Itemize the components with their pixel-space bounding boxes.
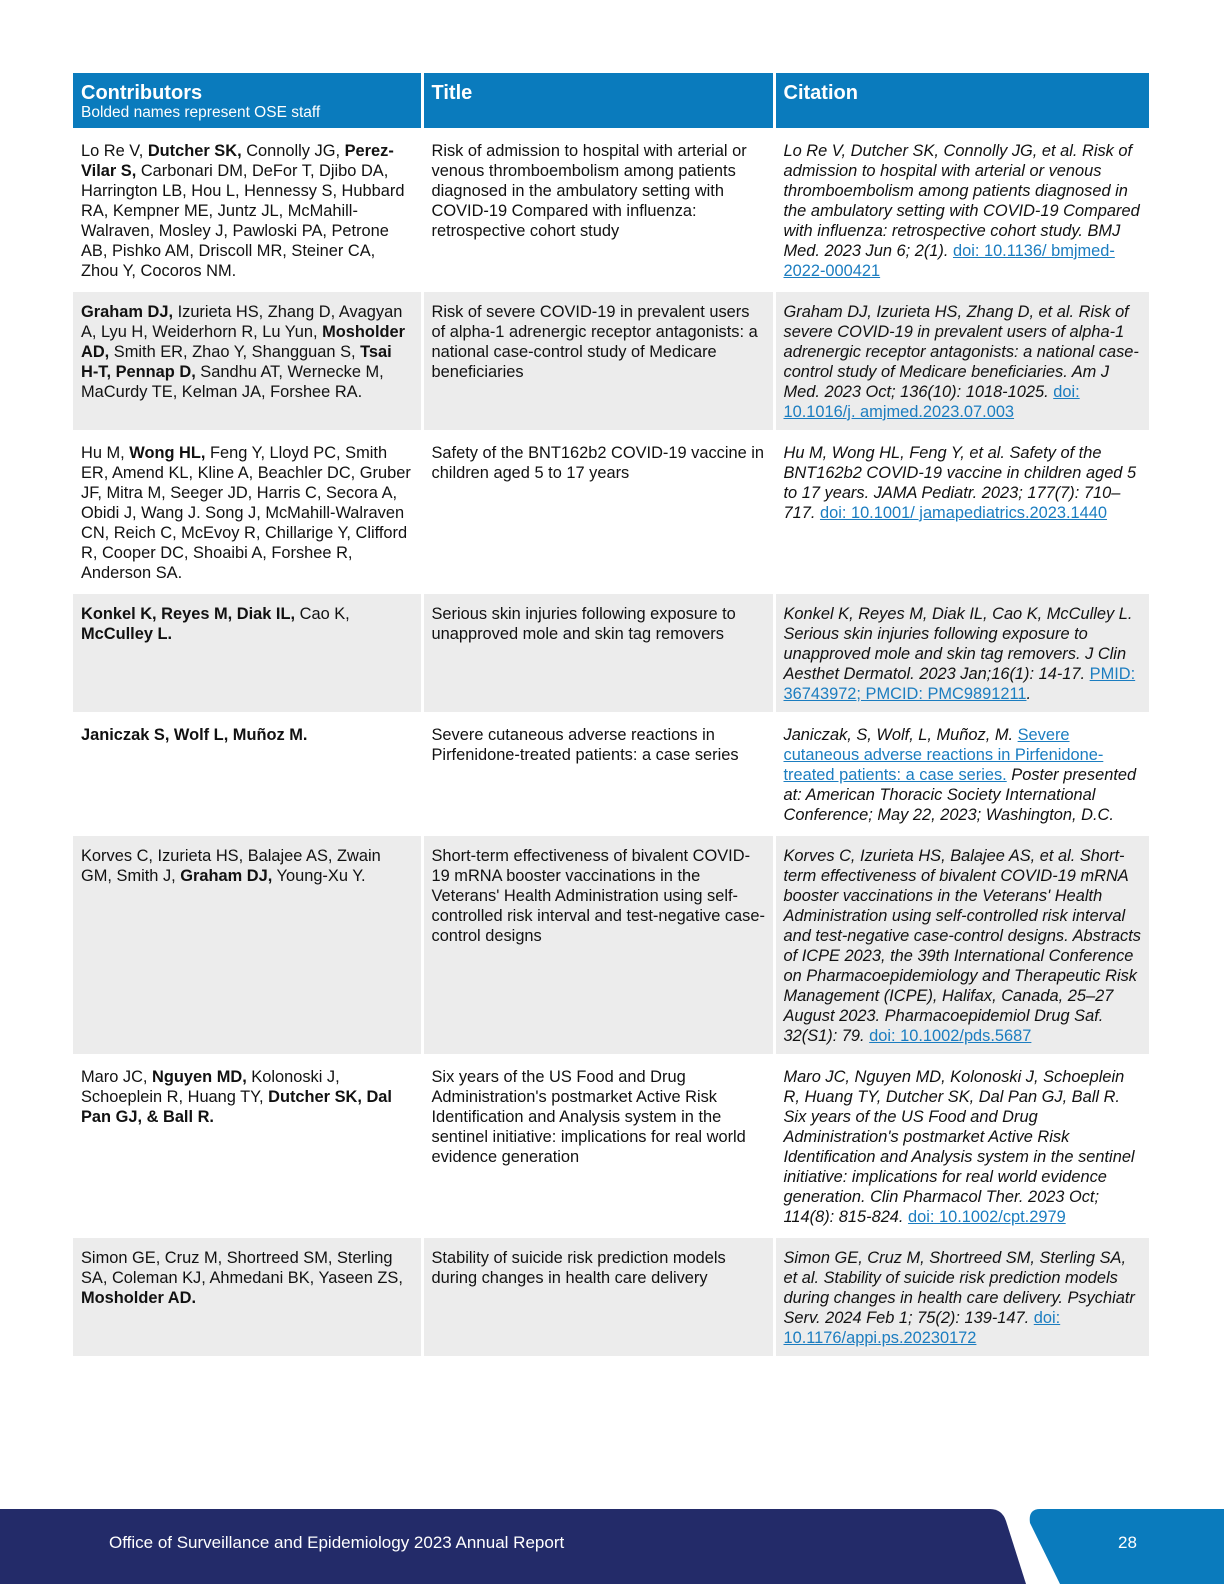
title-cell: Safety of the BNT162b2 COVID-19 vaccine in children aged 5 to 17 years (422, 432, 774, 593)
table-row (73, 835, 1149, 1056)
contributor-names: Sandhu AT, Wernecke M, MaCurdy TE, Kelman JA, Forshee RA. (81, 363, 384, 401)
citation-text: Hu M, Wong HL, Feng Y, et al. Safety of the BNT162b2 COVID-19 vaccine in children aged 5 to 17 years. JAMA Pediatr. 2023; 177(7): 710–717. (783, 444, 1137, 522)
citation-link[interactable]: doi: 10.1002/pds.5687 (869, 1027, 1032, 1045)
table-row (73, 714, 1149, 835)
citation-cell (774, 432, 1149, 593)
ose-staff-name: Nguyen MD, (152, 1068, 247, 1086)
page-number: 28 (1118, 1533, 1137, 1552)
ose-staff-name: Mosholder AD. (81, 1289, 197, 1307)
citation-text-after: . (1026, 685, 1032, 703)
table-row (73, 593, 1149, 714)
table-row (73, 130, 1149, 291)
ose-staff-name: McCulley L. (81, 625, 173, 643)
title-cell: Six years of the US Food and Drug Administration's postmarket Active Risk Identification and Analysis system in the sentinel initiative: implications for real world evidence generation (422, 1056, 774, 1237)
ose-staff-name: Konkel K, Reyes M, Diak IL, (81, 605, 296, 623)
table-body (73, 130, 1149, 1357)
title-cell: Severe cutaneous adverse reactions in Pirfenidone-treated patients: a case series (422, 714, 774, 835)
header-title (422, 73, 774, 130)
table-row (73, 432, 1149, 593)
ose-staff-name: Dutcher SK, (147, 142, 242, 160)
header-title-label: Title (431, 82, 473, 104)
citation-cell (774, 291, 1149, 432)
contributors-cell (73, 1237, 422, 1357)
citation-cell (774, 714, 1149, 835)
citation-link[interactable]: doi: 10.1176/appi.ps.20230172 (783, 1309, 1061, 1347)
title-cell: Stability of suicide risk prediction models during changes in health care delivery (422, 1237, 774, 1357)
citation-link[interactable]: PMID: 36743972; PMCID: PMC9891211 (783, 665, 1136, 703)
header-contributors-note: Bolded names represent OSE staff (81, 104, 321, 121)
citation-link[interactable]: doi: 10.1002/cpt.2979 (908, 1208, 1066, 1226)
contributor-names: Simon GE, Cruz M, Shortreed SM, Sterling SA, Coleman KJ, Ahmedani BK, Yaseen ZS, (81, 1249, 403, 1287)
citation-cell (774, 593, 1149, 714)
citation-text-after: Poster presented at: American Thoracic Society International Conference; May 22, 2023; Washington, D.C. (783, 766, 1137, 824)
header-contributors-label: Contributors (81, 82, 203, 104)
contributor-names: Smith ER, Zhao Y, Shangguan S, (109, 343, 361, 361)
citation-text: Lo Re V, Dutcher SK, Connolly JG, et al. Risk of admission to hospital with arterial or venous thromboembolism among patients diagnosed in the ambulatory setting with COVID-19 Compared with influenza: retrospective cohort study. BMJ Med. 2023 Jun 6; 2(1). (783, 142, 1140, 260)
contributor-names: Cao K, (295, 605, 350, 623)
citation-link[interactable]: doi: 10.1136/ bmjmed-2022-000421 (783, 242, 1115, 280)
citation-text: Janiczak, S, Wolf, L, Muñoz, M. (783, 726, 1018, 744)
table-header-row (73, 73, 1149, 130)
table-row (73, 1056, 1149, 1237)
page-footer (0, 1509, 1224, 1584)
table-row (73, 291, 1149, 432)
title-cell: Risk of admission to hospital with arterial or venous thromboembolism among patients diagnosed in the ambulatory setting with COVID-19 Compared with influenza: retrospective cohort study (422, 130, 774, 291)
contributor-names: Maro JC, (81, 1068, 153, 1086)
contributor-names: Izurieta HS, Zhang D, Avagyan A, Lyu H, Weiderhorn R, Lu Yun, (81, 303, 403, 341)
contributors-cell (73, 130, 422, 291)
citation-text: Korves C, Izurieta HS, Balajee AS, et al. Short-term effectiveness of bivalent COVID-19 mRNA booster vaccinations in the Veterans' Health Administration using self-controlled risk interval and test-negative case-control designs. Abstracts of ICPE 2023, the 39th International Conference on Pharmacoepidemiology and Therapeutic Risk Management (ICPE), Halifax, Canada, 25–27 August 2023. Pharmacoepidemiol Drug Saf. 32(S1): 79. (783, 847, 1141, 1045)
citation-link[interactable]: doi: 10.1016/j. amjmed.2023.07.003 (783, 383, 1080, 421)
header-citation-label: Citation (783, 82, 858, 104)
ose-staff-name: Mosholder AD, (81, 323, 406, 361)
contributors-cell (73, 835, 422, 1056)
contributors-cell (73, 1056, 422, 1237)
ose-staff-name: Janiczak S, Wolf L, Muñoz M. (81, 726, 308, 744)
contributor-names: Hu M, (81, 444, 130, 462)
contributors-cell (73, 593, 422, 714)
citation-text: Maro JC, Nguyen MD, Kolonoski J, Schoeplein R, Huang TY, Dutcher SK, Dal Pan GJ, Ball R. Six years of the US Food and Drug Administration's postmarket Active Risk Identification and Analysis system in the sentinel initiative: implications for real world evidence generation. Clin Pharmacol Ther. 2023 Oct; 114(8): 815-824. (783, 1068, 1135, 1226)
contributors-cell (73, 714, 422, 835)
footer-report-title: Office of Surveillance and Epidemiology 2023 Annual Report (109, 1533, 565, 1552)
citation-text: Simon GE, Cruz M, Shortreed SM, Sterling SA, et al. Stability of suicide risk prediction models during changes in health care delivery. Psychiatr Serv. 2024 Feb 1; 75(2): 139-147. (783, 1249, 1135, 1327)
contributors-cell (73, 291, 422, 432)
citation-cell (774, 1056, 1149, 1237)
citation-cell (774, 130, 1149, 291)
contributor-names: Kolonoski J, Schoeplein R, Huang TY, (81, 1068, 340, 1106)
contributor-names: Feng Y, Lloyd PC, Smith ER, Amend KL, Kline A, Beachler DC, Gruber JF, Mitra M, Seeger JD, Harris C, Secora A, Obidi J, Wang J. Song J, McMahill-Walraven CN, Reich C, McEvoy R, Chillarige Y, Clifford R, Cooper DC, Shoaibi A, Forshee R, Anderson SA. (81, 444, 411, 582)
ose-staff-name: Tsai H-T, Pennap D, (81, 343, 392, 381)
citation-link[interactable]: Severe cutaneous adverse reactions in Pirfenidone-treated patients: a case series. (783, 726, 1104, 784)
contributor-names: Young-Xu Y. (272, 867, 366, 885)
header-contributors (73, 73, 422, 130)
title-cell: Short-term effectiveness of bivalent COVID-19 mRNA booster vaccinations in the Veterans' Health Administration using self-controlled risk interval and test-negative case-control designs (422, 835, 774, 1056)
title-cell: Risk of severe COVID-19 in prevalent users of alpha-1 adrenergic receptor antagonists: a national case-control study of Medicare beneficiaries (422, 291, 774, 432)
header-citation (774, 73, 1149, 130)
citation-cell (774, 835, 1149, 1056)
contributor-names: Carbonari DM, DeFor T, Djibo DA, Harrington LB, Hou L, Hennessy S, Hubbard RA, Kempner ME, Juntz JL, McMahill-Walraven, Mosley J, Pawloski PA, Petrone AB, Pishko AM, Driscoll MR, Steiner CA, Zhou Y, Cocoros NM. (81, 162, 405, 280)
contributors-cell (73, 432, 422, 593)
citation-link[interactable]: doi: 10.1001/ jamapediatrics.2023.1440 (819, 504, 1108, 522)
table-row (73, 1237, 1149, 1357)
ose-staff-name: Wong HL, (129, 444, 206, 462)
title-cell: Serious skin injuries following exposure to unapproved mole and skin tag removers (422, 593, 774, 714)
publications-table (73, 73, 1149, 1356)
ose-staff-name: Dutcher SK, Dal Pan GJ, & Ball R. (81, 1088, 392, 1126)
ose-staff-name: Graham DJ, (180, 867, 273, 885)
contributor-names: Korves C, Izurieta HS, Balajee AS, Zwain GM, Smith J, (81, 847, 381, 885)
citation-text: Konkel K, Reyes M, Diak IL, Cao K, McCulley L. Serious skin injuries following exposure to unapproved mole and skin tag removers. J Clin Aesthet Dermatol. 2023 Jan;16(1): 14-17. (783, 605, 1133, 683)
citation-cell (774, 1237, 1149, 1357)
ose-staff-name: Perez-Vilar S, (81, 142, 394, 180)
citation-text: Graham DJ, Izurieta HS, Zhang D, et al. Risk of severe COVID-19 in prevalent users of alpha-1 adrenergic receptor antagonists: a national case-control study of Medicare beneficiaries. Am J Med. 2023 Oct; 136(10): 1018-1025. (783, 303, 1139, 401)
contributor-names: Lo Re V, (81, 142, 148, 160)
ose-staff-name: Graham DJ, (81, 303, 174, 321)
contributor-names: Connolly JG, (241, 142, 345, 160)
